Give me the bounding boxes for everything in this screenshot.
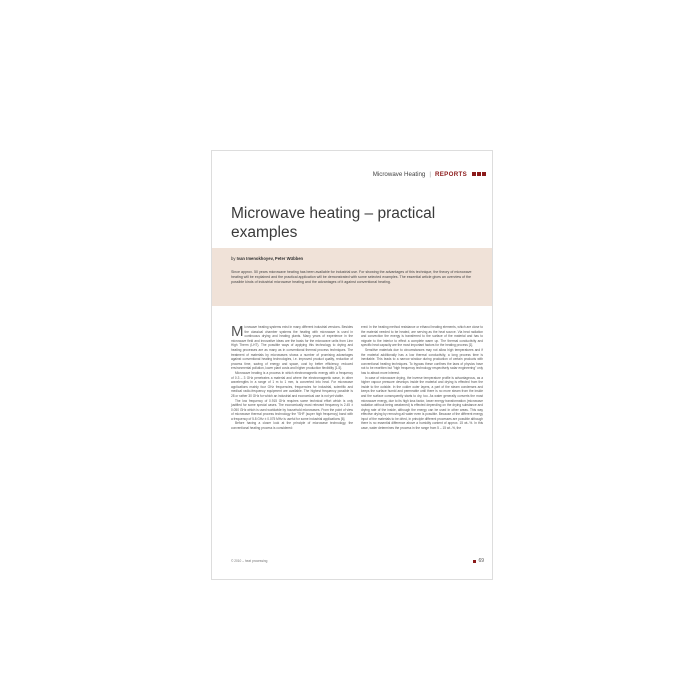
category-label: REPORTS (434, 171, 467, 178)
byline-prefix: by (231, 256, 236, 261)
column-right (361, 325, 483, 431)
page-marker-icon (473, 560, 476, 563)
header-separator: | (429, 171, 431, 178)
header-squares-icon (471, 171, 486, 178)
body-columns (231, 325, 483, 431)
body-paragraph: In case of microwave drying, the inverse temperature profile is advantageous, as a higher vapour pressure develops inside the material and drying is effected from the inside to the outside. In the colder outer layers, a part of the steam condenses and keeps the surface humid and permeable until there is no more steam from the inside and the surface consequently starts to dry, too. As water generally converts the most microwave energy, due to its high loss factor, lower energy transformation (microwave radiation without being weakened) is effected depending on the drying substance and drying rate of the inside, although the energy can be used in other areas. This way effective drying by removing all water even is possible. Because of the different energy input of the materials to be dried, in principle different processes are possible although there is no essential difference above a humidity content of approx. 15 wt.-%. In this case, water determines the process in the range from 5 – 15 wt.-%, the (361, 375, 483, 431)
body-paragraph: Microwave heating is a process in which electromagnetic energy with a frequency of 0.3 – 3 GHz penetrates a material and where the electromagnetic wave, in other wavelengths in a range of 1 m to 1 mm, is converted into heat. For microwave applications mainly four GHz frequencies, frequencies for industrial, scientific and medical radio-frequency equipment are available. The highest frequency possible is 28 or rather 30 GHz for which an industrial and economical use is not yet viable. (231, 370, 353, 398)
body-paragraph: ered: In the heating method resistance or ethanol heating elements, which are close to the material needed to be heated, are serving as the heat source. Via heat radiation and convection the energy is transferred to the surface of the material and has to migrate to the interior to effect a complete warm up. The thermal conductivity and specific heat capacity are the most important factors for the heating process [1]. (361, 325, 483, 348)
lead-box (212, 248, 492, 306)
page-number: 69 (478, 558, 484, 564)
magazine-page (211, 150, 493, 580)
dropcap: M (231, 323, 244, 340)
body-paragraph: The low frequency of 0.915 GHz requires some technical effort which is only justified for some special cases. The economically most relevant frequency is 2.45 ± 0.050 GHz which is used worldwide by household microwaves. From the point of view of microwave thermal process technology the "SHF (super high frequency) band with a frequency of 5.8 GHz ± 0.075 MHz is useful for some industrial applications [6]. (231, 398, 353, 421)
body-paragraph: Before having a closer look at the principle of microwave technology, the conventional heating process is considered: (231, 421, 353, 431)
body-paragraph: Sensitive materials due to circumstances may not allow high temperatures and if the material additionally has a low thermal conductivity, a long process time is inevitable. This leads to a narrow window during production of certain products with conventional heating techniques. To bypass these confines the laws of physics have not to be rewritten but "high frequency technology respectively radar engineering" only has to attract more interest. (361, 347, 483, 375)
article-title: Microwave heating – practical examples (231, 205, 436, 241)
page-header (373, 171, 486, 178)
page-number-group (473, 558, 484, 564)
footer-copyright: © 2010 – heat processing (231, 559, 268, 563)
section-label: Microwave Heating (372, 171, 426, 178)
column-left (231, 325, 353, 431)
authors: Ivan Imenokhoyev, Peter Wübben (236, 256, 304, 261)
abstract: Since approx. 50 years microwave heating has been available for industrial use. For showing the advantages of this technique, the theory of microwave heating will be explained and the practical application will be demonstrated with some selected examples. The essential article gives an overview of the possible kinds of industrial microwave heating and the advantages of it against conventional heating. (231, 270, 472, 285)
body-paragraph: icrowave heating systems exist in many different industrial versions. Besides the classical chamber systems the heating with microwave is used in continuous drying and heating plants. Many years of experience in the microwave field and innovative ideas are the basis for the microwave units from Linn High Therm (LHT). The possible ways of applying this technology to drying and heating processes are as many as in conventional thermal process techniques. The treatment of materials by microwaves shows a number of promising advantages against conventional heating technologies, i.e. improved product quality, reduction of process time, saving of energy and space, cost by better efficiency, reduced environmental pollution, lower plant costs and higher production flexibility [1-5]. (231, 325, 353, 371)
byline (231, 256, 303, 261)
